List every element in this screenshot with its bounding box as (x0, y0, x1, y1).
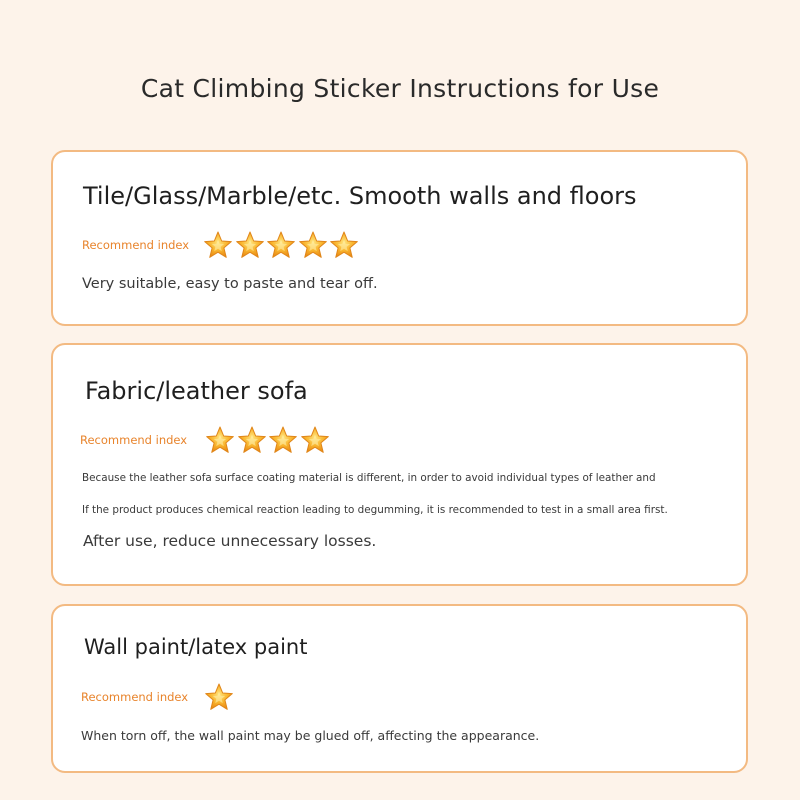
recommend-label: Recommend index (81, 690, 189, 704)
card-description: Very suitable, easy to paste and tear off. (82, 276, 378, 292)
recommend-label: Recommend index (80, 433, 188, 447)
star-icon (266, 230, 296, 260)
star-icon (268, 425, 298, 455)
star-icon (298, 230, 328, 260)
recommend-row (82, 230, 361, 260)
card-description-line-3: After use, reduce unnecessary losses. (83, 532, 377, 550)
card-description-line-1: Because the leather sofa surface coating material is different, in order to avoid individual types of leather and (82, 472, 656, 484)
rating-stars (203, 230, 361, 260)
card-title: Tile/Glass/Marble/etc. Smooth walls and floors (83, 182, 637, 210)
card-wall-paint (51, 604, 748, 773)
rating-stars (204, 682, 236, 712)
star-icon (237, 425, 267, 455)
card-smooth-surfaces (51, 150, 748, 326)
card-title: Fabric/leather sofa (85, 377, 308, 405)
recommend-row (81, 682, 236, 712)
recommend-row (80, 425, 331, 455)
star-icon (203, 230, 233, 260)
card-description: When torn off, the wall paint may be glued off, affecting the appearance. (81, 728, 540, 743)
star-icon (329, 230, 359, 260)
card-fabric-leather-sofa (51, 343, 748, 586)
recommend-label: Recommend index (82, 238, 190, 252)
page-title: Cat Climbing Sticker Instructions for Use (140, 74, 660, 103)
star-icon (205, 425, 235, 455)
card-title: Wall paint/latex paint (84, 635, 308, 659)
star-icon (204, 682, 234, 712)
rating-stars (205, 425, 331, 455)
star-icon (235, 230, 265, 260)
card-description-line-2: If the product produces chemical reaction leading to degumming, it is recommended to test in a small area first. (82, 504, 668, 516)
star-icon (300, 425, 330, 455)
